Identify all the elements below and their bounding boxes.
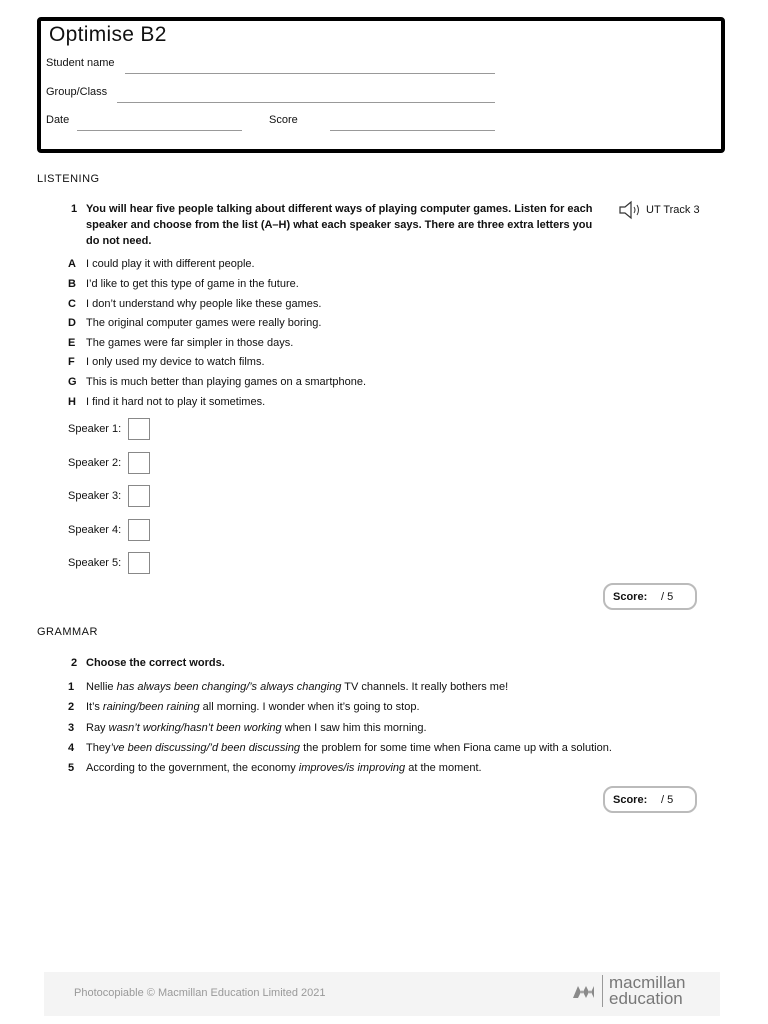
item-number: 2 [68, 701, 75, 713]
logo-divider [602, 975, 603, 1007]
option-text: I could play it with different people. [86, 258, 255, 270]
sentence-end: all morning. I wonder when it’s going to stop. [199, 701, 420, 713]
student-name-field[interactable] [125, 73, 495, 74]
grammar-item [68, 720, 427, 736]
speaker-answer-row [68, 519, 150, 541]
listening-score-box [603, 583, 697, 610]
choice-separator: / [343, 762, 347, 774]
listening-instruction: You will hear five people talking about different ways of playing computer games. Listen for each speaker and choose from the list (A–H) what each speaker says. There are three extra letters you do not need. [86, 203, 593, 247]
sentence-end: when I saw him this morning. [281, 722, 427, 734]
copyright-notice: Photocopiable © Macmillan Education Limited 2021 [74, 987, 326, 999]
question-number: 2 [71, 657, 78, 669]
option-row [68, 354, 265, 370]
sentence-start: Nellie [86, 681, 117, 693]
question-number: 1 [71, 203, 78, 215]
speaker-label: Speaker 5: [68, 557, 122, 569]
option-row [68, 394, 265, 410]
choice-separator: / [206, 742, 210, 754]
date-label: Date [46, 114, 70, 126]
item-number: 5 [68, 762, 75, 774]
option-letter: B [68, 278, 76, 290]
option-letter: E [68, 337, 76, 349]
speaker-answer-row [68, 552, 150, 574]
option-text: The games were far simpler in those days. [86, 337, 294, 349]
student-details-box [37, 17, 725, 153]
sentence-start: They [86, 742, 111, 754]
option-letter: H [68, 396, 76, 408]
audio-track-label: UT Track 3 [646, 204, 700, 216]
publisher-logo [572, 975, 686, 1007]
option-text: I find it hard not to play it sometimes. [86, 396, 266, 408]
choice-a[interactable]: improves [298, 762, 344, 774]
logo-line-1: macmillan [609, 973, 686, 992]
speaker-answer-box[interactable] [128, 519, 150, 541]
option-row [68, 296, 321, 312]
grammar-instruction: Choose the correct words. [86, 657, 225, 669]
sentence-start: According to the government, the economy [86, 762, 299, 774]
score-field[interactable] [330, 130, 495, 131]
grammar-item [68, 679, 508, 695]
speaker-answer-box[interactable] [128, 452, 150, 474]
option-text: I don’t understand why people like these games. [86, 298, 322, 310]
choice-b[interactable]: is improving [346, 762, 406, 774]
listening-heading: LISTENING [37, 173, 100, 185]
grammar-item [68, 699, 420, 715]
option-text: I’d like to get this type of game in the future. [86, 278, 299, 290]
group-class-field[interactable] [117, 102, 495, 103]
option-row [68, 256, 255, 272]
page-title: Optimise B2 [49, 23, 167, 46]
choice-b[interactable]: ’d been discussing [209, 742, 301, 754]
speaker-answer-row [68, 452, 150, 474]
option-row [68, 315, 321, 331]
speaker-label: Speaker 3: [68, 490, 122, 502]
speaker-answer-row [68, 418, 150, 440]
item-number: 3 [68, 722, 75, 734]
choice-a[interactable]: ’ve been discussing [110, 742, 207, 754]
group-class-label: Group/Class [46, 86, 108, 98]
option-letter: D [68, 317, 76, 329]
grammar-heading: GRAMMAR [37, 626, 98, 638]
grammar-score-box [603, 786, 697, 813]
score-total: / 5 [661, 793, 674, 806]
speaker-label: Speaker 4: [68, 524, 122, 536]
choice-b[interactable]: hasn’t been working [183, 722, 282, 734]
sentence-start: It’s [86, 701, 103, 713]
option-text: This is much better than playing games on a smartphone. [86, 376, 367, 388]
speaker-label: Speaker 1: [68, 423, 122, 435]
score-label: Score [269, 114, 298, 126]
option-row [68, 276, 299, 292]
choice-b[interactable]: been raining [139, 701, 200, 713]
date-field[interactable] [77, 130, 242, 131]
option-text: The original computer games were really boring. [86, 317, 322, 329]
choice-separator: / [135, 701, 140, 713]
score-label: Score: [613, 590, 648, 603]
speaker-icon [618, 200, 642, 220]
option-row [68, 374, 366, 390]
macmillan-logo-icon [572, 982, 596, 1000]
choice-a[interactable]: has always been changing [116, 681, 247, 693]
logo-wordmark [609, 975, 686, 1007]
choice-a[interactable]: wasn’t working [108, 722, 181, 734]
audio-track[interactable] [618, 200, 700, 220]
logo-line-2: education [609, 989, 683, 1008]
speaker-answer-row [68, 485, 150, 507]
item-number: 4 [68, 742, 75, 754]
option-text: I only used my device to watch films. [86, 356, 265, 368]
grammar-item [68, 760, 482, 776]
student-name-label: Student name [46, 57, 115, 69]
speaker-answer-box[interactable] [128, 485, 150, 507]
speaker-answer-box[interactable] [128, 418, 150, 440]
grammar-item [68, 740, 612, 756]
option-letter: G [68, 376, 77, 388]
option-letter: F [68, 356, 75, 368]
choice-separator: / [180, 722, 184, 734]
item-number: 1 [68, 681, 75, 693]
sentence-start: Ray [86, 722, 109, 734]
score-label: Score: [613, 793, 648, 806]
option-letter: A [68, 258, 76, 270]
choice-separator: / [246, 681, 250, 693]
speaker-answer-box[interactable] [128, 552, 150, 574]
score-total: / 5 [661, 590, 674, 603]
sentence-end: at the moment. [405, 762, 482, 774]
speaker-label: Speaker 2: [68, 457, 122, 469]
choice-a[interactable]: raining [102, 701, 136, 713]
sentence-end: TV channels. It really bothers me! [341, 681, 509, 693]
sentence-end: the problem for some time when Fiona came up with a solution. [300, 742, 612, 754]
option-letter: C [68, 298, 76, 310]
choice-b[interactable]: ’s always changing [249, 681, 342, 693]
option-row [68, 335, 293, 351]
